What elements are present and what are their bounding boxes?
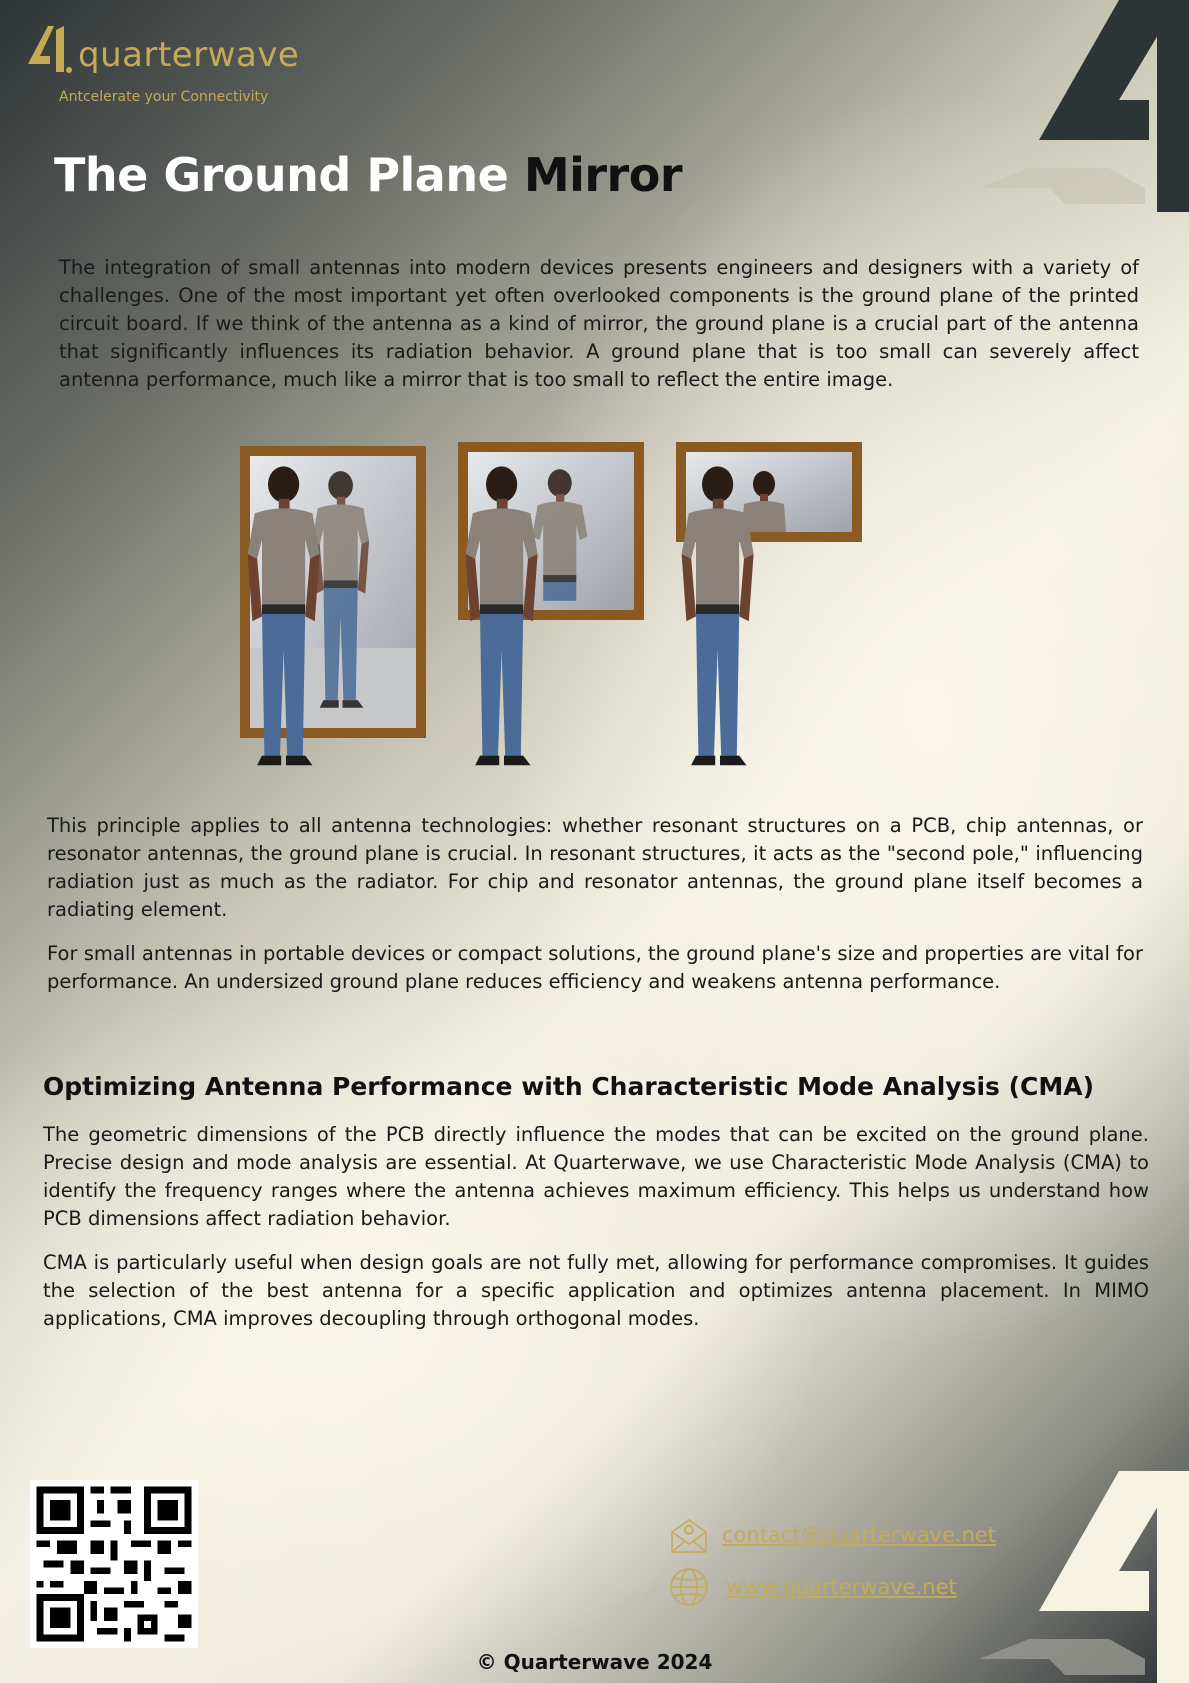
cma-paragraph: CMA is particularly useful when design goals are not fully met, allowing for performance compromises. It guides the selection of the best antenna for a specific application and optimizes antenna placement. In MIMO applications, CMA improves decoupling through orthogonal modes. [43,1251,1149,1330]
page-title [54,150,682,201]
principle-paragraph: This principle applies to all antenna technologies: whether resonant structures on a PCB, chip antennas, or resonator antennas, the ground plane is crucial. In resonant structures, it acts as the "second pole," influencing radiation just as much as the radiator. For chip and resonator antennas, the ground plane itself becomes a radiating element. [47,814,1143,921]
email-link[interactable]: contact@quarterwave.net [722,1523,997,1547]
footer-copyright: © Quarterwave 2024 [476,1650,713,1674]
contact-web-row[interactable] [668,1566,998,1610]
man-mirror-illustration [232,438,892,780]
brand-name: quarterwave [78,35,300,75]
envelope-icon [668,1514,710,1556]
title-part-2: Mirror [523,148,683,202]
brand-tagline: Antcelerate your Connectivity [59,89,269,105]
title-part-1: The Ground Plane [54,148,509,202]
website-link[interactable]: www.quarterwave.net [726,1575,957,1599]
corner-logo-decoration [969,0,1189,212]
qr-code-icon[interactable] [30,1480,198,1648]
intro-paragraph: The integration of small antennas into modern devices presents engineers and designers with a variety of challenges. One of the most important yet often overlooked components is the ground plane of the printed circuit board. If we think of the antenna as a kind of mirror, the ground plane is a crucial part of the antenna that significantly influences its radiation behavior. A ground plane that is too small can severely affect antenna performance, much like a mirror that is too small to reflect the entire image. [59,256,1139,391]
small-antennas-paragraph: For small antennas in portable devices or compact solutions, the ground plane's size and properties are vital for performance. An undersized ground plane reduces efficiency and weakens antenna performance. [47,942,1143,993]
logo-mark-icon [26,24,72,74]
geometry-paragraph: The geometric dimensions of the PCB directly influence the modes that can be excited on the ground plane. Precise design and mode analysis are essential. At Quarterwave, we use Characteristic Mode Analysis (CMA) to identify the frequency ranges where the antenna achieves maximum efficiency. This helps us understand how PCB dimensions affect radiation behavior. [43,1123,1149,1230]
section-heading: Optimizing Antenna Performance with Characteristic Mode Analysis (CMA) [43,1072,1095,1101]
contact-email-row[interactable] [668,1514,998,1558]
globe-icon [668,1566,710,1608]
